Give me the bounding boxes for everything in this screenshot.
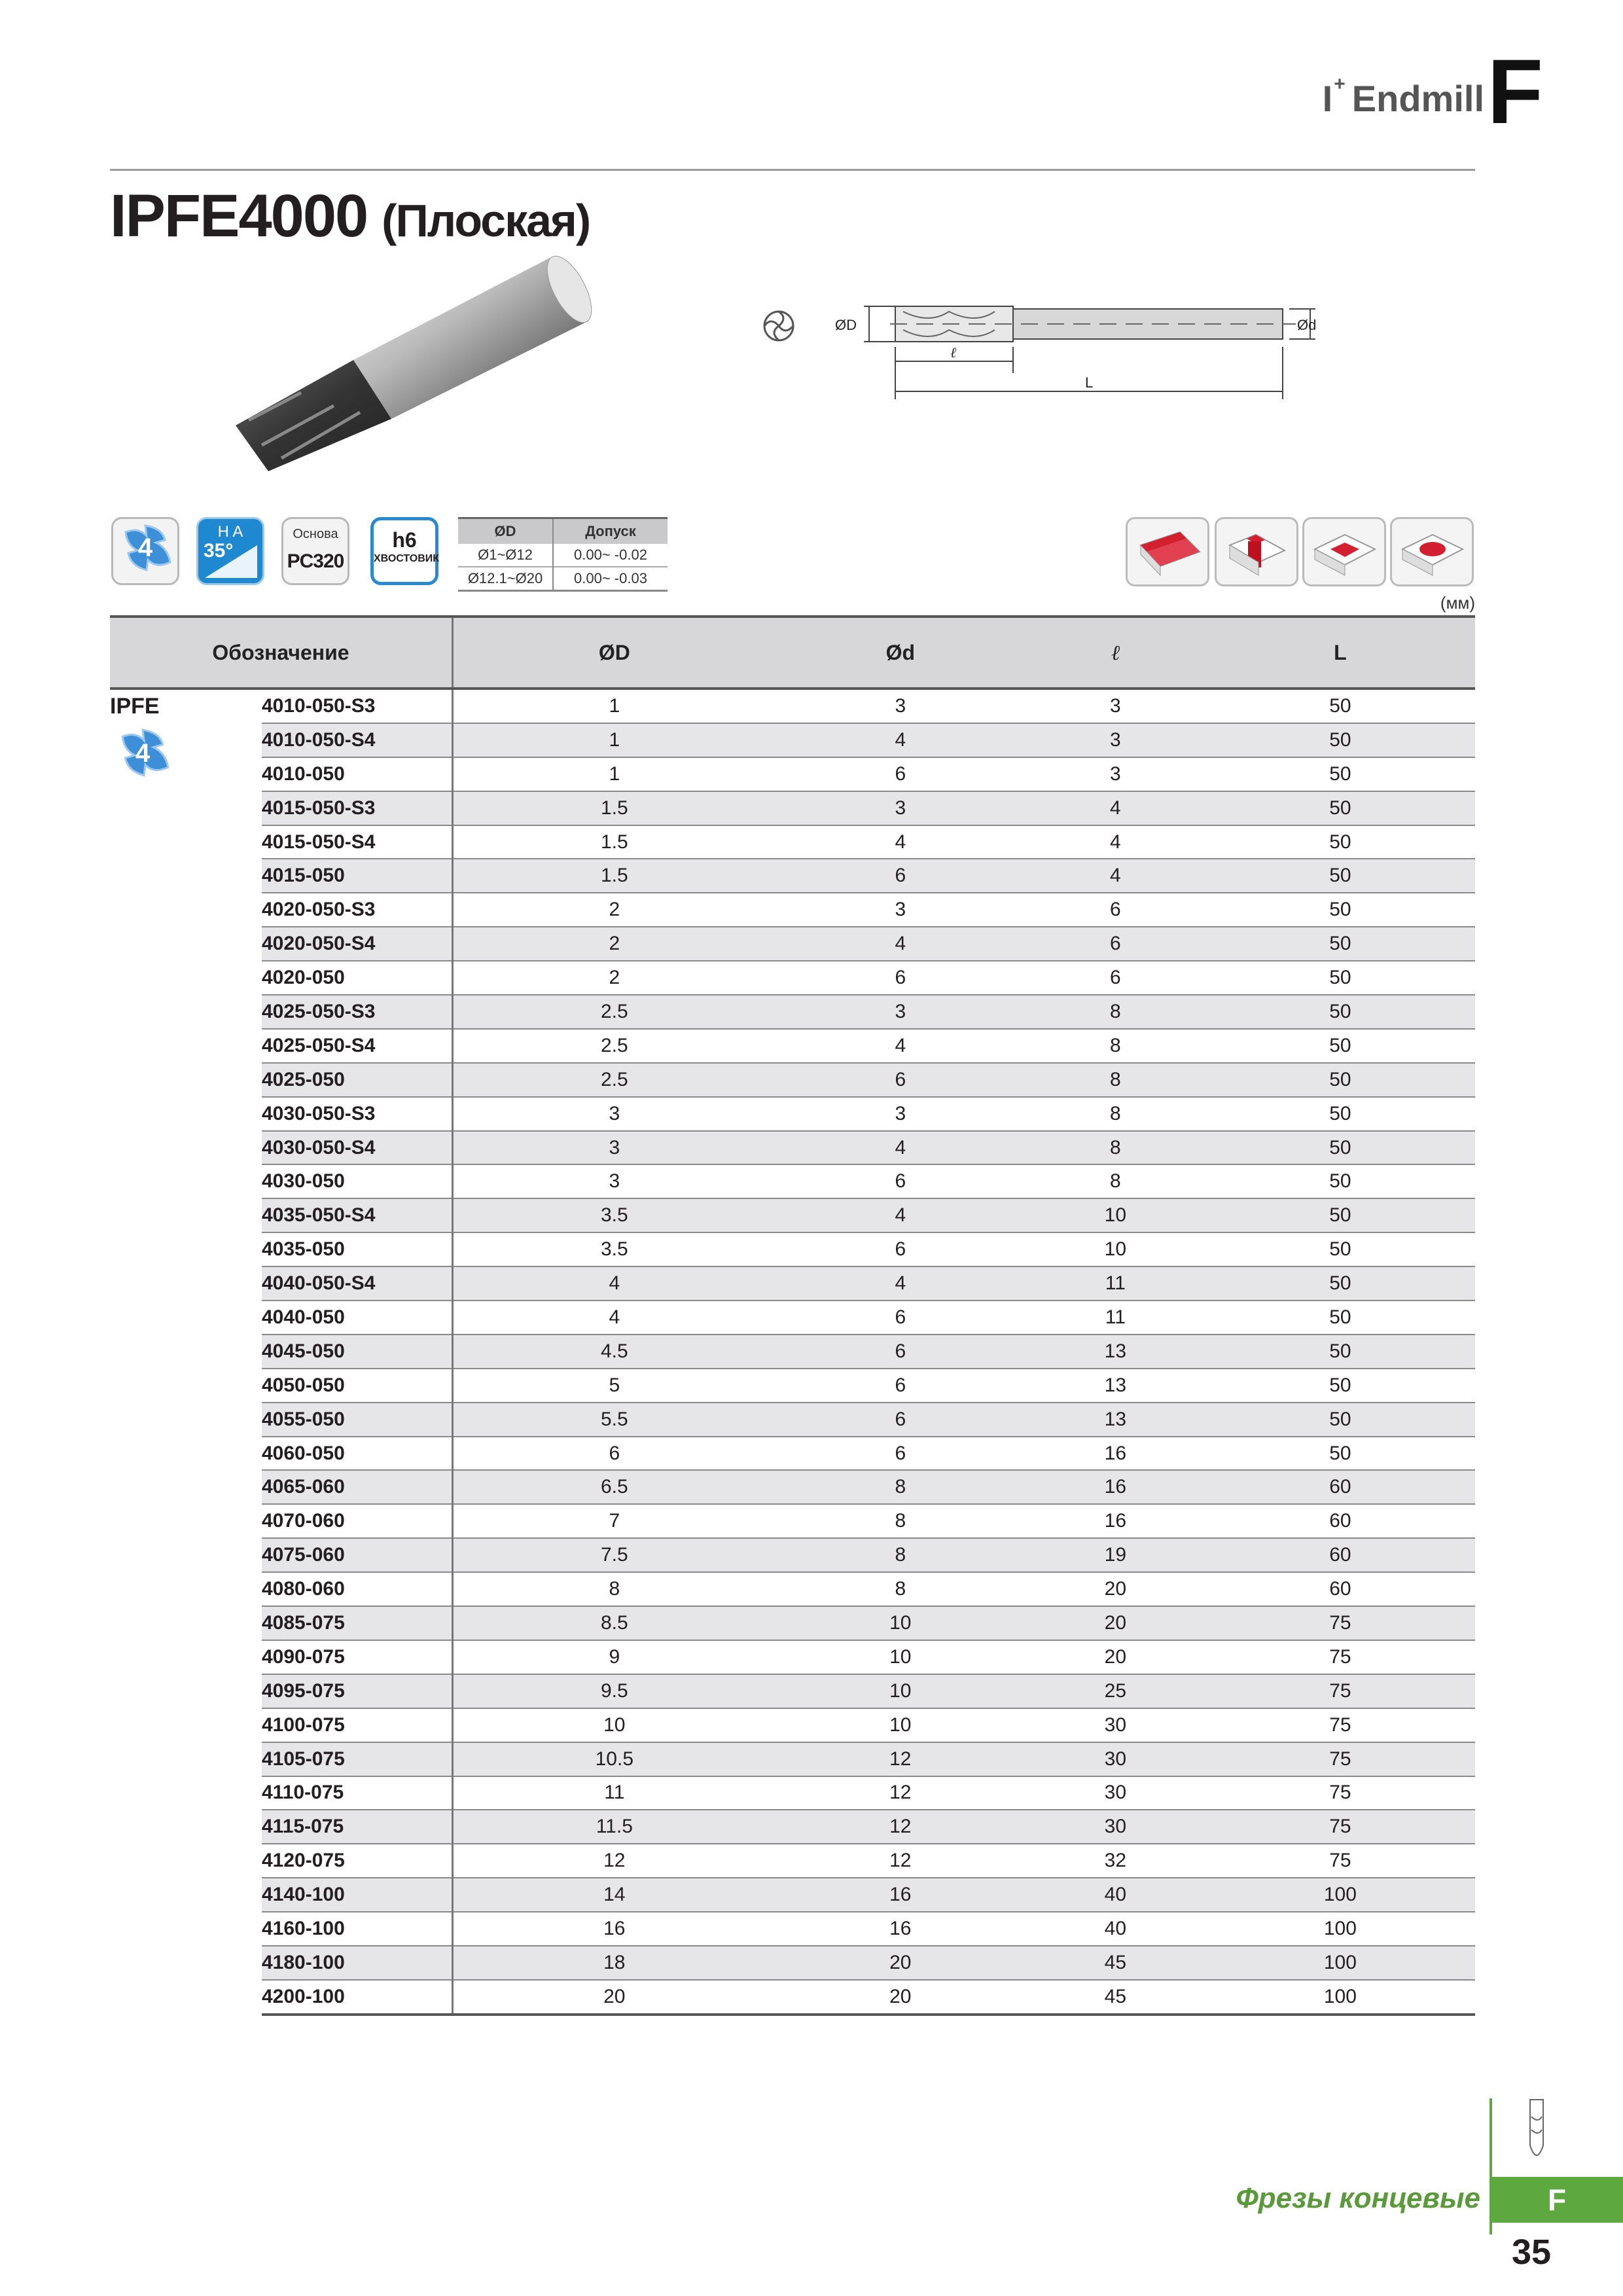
cell-d: 12: [776, 1742, 1026, 1776]
cell-d: 10: [776, 1708, 1026, 1742]
cell-d: 4: [776, 927, 1026, 961]
cell-code: 4085-075: [262, 1606, 453, 1640]
dimension-drawing: [746, 249, 1361, 399]
cell-code: 4020-050: [262, 961, 453, 995]
table-row: [110, 1912, 1475, 1946]
table-row: [110, 1029, 1475, 1063]
cell-l: 3: [1026, 689, 1205, 723]
page-number: 35: [1512, 2233, 1552, 2272]
section-letter: F: [1487, 40, 1543, 143]
spec-body: [110, 689, 1475, 2015]
cell-code: 4025-050-S3: [262, 995, 453, 1029]
table-row: [110, 1470, 1475, 1504]
spec-table: [110, 615, 1475, 2016]
cell-D: 2.5: [453, 1063, 776, 1097]
cell-d: 6: [776, 1403, 1026, 1437]
cell-L: 50: [1205, 757, 1475, 791]
flutes-count: 4: [137, 533, 153, 562]
cell-L: 50: [1205, 995, 1475, 1029]
table-row: [110, 1063, 1475, 1097]
cell-code: 4020-050-S4: [262, 927, 453, 961]
table-row: [110, 723, 1475, 757]
spec-header-row: [110, 617, 1475, 689]
cell-L: 100: [1205, 1946, 1475, 1980]
cell-d: 20: [776, 1946, 1026, 1980]
cell-code: 4180-100: [262, 1946, 453, 1980]
cell-l: 10: [1026, 1198, 1205, 1232]
cell-code: 4010-050-S3: [262, 689, 453, 723]
cell-l: 13: [1026, 1335, 1205, 1369]
cell-code: 4200-100: [262, 1980, 453, 2015]
shank-label: ХВОСТОВИК: [374, 553, 440, 564]
cell-code: 4050-050: [262, 1369, 453, 1403]
cell-l: 16: [1026, 1504, 1205, 1538]
slotting-icon: [1215, 517, 1298, 586]
series-flutes: 4: [135, 739, 151, 768]
cell-D: 5.5: [453, 1403, 776, 1437]
cell-L: 50: [1205, 927, 1475, 961]
cell-l: 8: [1026, 1029, 1205, 1063]
cell-l: 30: [1026, 1742, 1205, 1776]
cell-D: 2: [453, 961, 776, 995]
cell-l: 8: [1026, 995, 1205, 1029]
col-header-D: ØD: [453, 617, 776, 689]
table-row: [110, 1640, 1475, 1674]
cell-l: 13: [1026, 1403, 1205, 1437]
helix-label: H A: [217, 523, 243, 541]
cell-D: 8: [453, 1572, 776, 1606]
cell-L: 75: [1205, 1776, 1475, 1810]
cell-l: 8: [1026, 1097, 1205, 1131]
cell-L: 50: [1205, 961, 1475, 995]
cell-l: 4: [1026, 859, 1205, 893]
cell-L: 60: [1205, 1538, 1475, 1572]
dim-l-label: ℓ: [950, 344, 957, 361]
table-row: [110, 1946, 1475, 1980]
cell-L: 50: [1205, 1198, 1475, 1232]
dim-D-label: ØD: [835, 317, 857, 333]
cell-code: 4035-050-S4: [262, 1198, 453, 1232]
series-label: IPFE: [110, 694, 160, 719]
cell-L: 50: [1205, 1131, 1475, 1165]
cell-code: 4105-075: [262, 1742, 453, 1776]
page-subtitle: (Плоская): [382, 195, 590, 246]
tol-header-D: ØD: [458, 518, 553, 545]
cell-code: 4080-060: [262, 1572, 453, 1606]
cell-code: 4010-050: [262, 757, 453, 791]
cell-code: 4115-075: [262, 1810, 453, 1844]
cell-L: 100: [1205, 1878, 1475, 1912]
table-row: [110, 1504, 1475, 1538]
ball-endmill-icon: [1518, 2097, 1558, 2169]
cell-D: 3.5: [453, 1198, 776, 1232]
cell-L: 50: [1205, 723, 1475, 757]
table-row: [110, 995, 1475, 1029]
table-row: [110, 1572, 1475, 1606]
grade-value: PC320: [287, 550, 344, 572]
cell-d: 6: [776, 1232, 1026, 1266]
cell-D: 4: [453, 1300, 776, 1335]
cell-l: 16: [1026, 1470, 1205, 1504]
cell-L: 50: [1205, 1164, 1475, 1198]
table-row: [110, 1335, 1475, 1369]
cell-d: 3: [776, 791, 1026, 825]
cell-L: 75: [1205, 1810, 1475, 1844]
cell-code: 4025-050: [262, 1063, 453, 1097]
cell-code: 4140-100: [262, 1878, 453, 1912]
endmill-product-image: [223, 249, 602, 471]
footer-section-letter: F: [1547, 2183, 1567, 2217]
cell-code: 4010-050-S4: [262, 723, 453, 757]
cell-l: 4: [1026, 825, 1205, 859]
cell-code: 4015-050-S3: [262, 791, 453, 825]
cell-D: 4.5: [453, 1335, 776, 1369]
table-row: [110, 1097, 1475, 1131]
cell-l: 40: [1026, 1912, 1205, 1946]
cell-L: 50: [1205, 1232, 1475, 1266]
cell-L: 50: [1205, 1097, 1475, 1131]
table-row: [110, 1369, 1475, 1403]
cell-code: 4045-050: [262, 1335, 453, 1369]
cell-L: 50: [1205, 825, 1475, 859]
cell-D: 1.5: [453, 825, 776, 859]
table-row: [110, 1266, 1475, 1300]
cell-code: 4120-075: [262, 1844, 453, 1878]
cell-D: 3: [453, 1131, 776, 1165]
cell-code: 4100-075: [262, 1708, 453, 1742]
cell-l: 8: [1026, 1063, 1205, 1097]
cell-l: 6: [1026, 927, 1205, 961]
table-row: [110, 1606, 1475, 1640]
header-brand: I+ Endmill: [1322, 73, 1484, 119]
cell-d: 4: [776, 1029, 1026, 1063]
cell-D: 11: [453, 1776, 776, 1810]
cell-code: 4055-050: [262, 1403, 453, 1437]
cell-D: 1: [453, 723, 776, 757]
cell-d: 6: [776, 1164, 1026, 1198]
cell-L: 50: [1205, 1029, 1475, 1063]
header-divider: [110, 169, 1475, 171]
cell-L: 50: [1205, 791, 1475, 825]
grade-label: Основа: [293, 527, 338, 541]
cell-L: 50: [1205, 1369, 1475, 1403]
cell-code: 4060-050: [262, 1437, 453, 1471]
cell-D: 3.5: [453, 1232, 776, 1266]
cell-D: 6.5: [453, 1470, 776, 1504]
cell-D: 20: [453, 1980, 776, 2015]
helix-badge: [196, 517, 264, 585]
table-row: [110, 1844, 1475, 1878]
cell-l: 3: [1026, 723, 1205, 757]
side-milling-icon: [1126, 517, 1209, 586]
cell-L: 50: [1205, 1300, 1475, 1335]
cell-d: 8: [776, 1504, 1026, 1538]
cell-d: 16: [776, 1878, 1026, 1912]
cell-d: 10: [776, 1674, 1026, 1708]
table-row: [110, 1131, 1475, 1165]
cell-l: 25: [1026, 1674, 1205, 1708]
shank-badge: [370, 517, 438, 585]
cell-l: 6: [1026, 893, 1205, 927]
shank-tolerance: h6: [392, 528, 417, 552]
cell-L: 50: [1205, 1063, 1475, 1097]
page-title: IPFE4000 (Плоская): [110, 183, 590, 249]
cell-D: 3: [453, 1164, 776, 1198]
table-row: [110, 1674, 1475, 1708]
grade-badge: [281, 517, 349, 585]
cell-D: 1: [453, 689, 776, 723]
cell-L: 100: [1205, 1980, 1475, 2015]
cell-d: 6: [776, 859, 1026, 893]
cell-L: 50: [1205, 859, 1475, 893]
cell-l: 30: [1026, 1708, 1205, 1742]
table-row: [110, 1164, 1475, 1198]
cell-d: 3: [776, 995, 1026, 1029]
cell-l: 45: [1026, 1946, 1205, 1980]
cell-L: 50: [1205, 1266, 1475, 1300]
cell-code: 4040-050-S4: [262, 1266, 453, 1300]
table-row: [110, 1232, 1475, 1266]
table-row: [110, 1198, 1475, 1232]
cell-L: 50: [1205, 1403, 1475, 1437]
cell-l: 3: [1026, 757, 1205, 791]
cell-L: 75: [1205, 1674, 1475, 1708]
cell-D: 14: [453, 1878, 776, 1912]
cell-D: 9.5: [453, 1674, 776, 1708]
series-cell: [110, 689, 262, 2015]
tol-row: Ø12.1~Ø20 0.00~ -0.03: [458, 567, 668, 591]
cell-d: 10: [776, 1606, 1026, 1640]
cell-l: 10: [1026, 1232, 1205, 1266]
table-row: [110, 1538, 1475, 1572]
dim-d-label: Ød: [1297, 317, 1317, 333]
table-row: [110, 859, 1475, 893]
helix-angle: 35°: [204, 540, 234, 562]
cell-d: 3: [776, 1097, 1026, 1131]
cell-D: 1.5: [453, 791, 776, 825]
tol-row: Ø1~Ø12 0.00~ -0.02: [458, 544, 668, 567]
footer-category: Фрезы концевые: [1236, 2182, 1480, 2214]
cell-D: 4: [453, 1266, 776, 1300]
cell-d: 3: [776, 893, 1026, 927]
cell-L: 60: [1205, 1470, 1475, 1504]
cell-code: 4030-050-S4: [262, 1131, 453, 1165]
table-row: [110, 757, 1475, 791]
dim-L-label: L: [1085, 374, 1094, 391]
cell-code: 4030-050: [262, 1164, 453, 1198]
cell-d: 6: [776, 1369, 1026, 1403]
table-row: [110, 927, 1475, 961]
table-row: [110, 893, 1475, 927]
cell-l: 30: [1026, 1810, 1205, 1844]
cell-d: 6: [776, 1300, 1026, 1335]
cell-D: 9: [453, 1640, 776, 1674]
cell-code: 4065-060: [262, 1470, 453, 1504]
cell-code: 4040-050: [262, 1300, 453, 1335]
cell-L: 50: [1205, 893, 1475, 927]
cell-d: 6: [776, 1437, 1026, 1471]
table-row: [110, 1300, 1475, 1335]
cell-D: 16: [453, 1912, 776, 1946]
cell-L: 75: [1205, 1606, 1475, 1640]
cell-d: 12: [776, 1810, 1026, 1844]
cell-d: 6: [776, 1063, 1026, 1097]
cell-code: 4035-050: [262, 1232, 453, 1266]
cell-L: 60: [1205, 1504, 1475, 1538]
table-row: [110, 1878, 1475, 1912]
cell-D: 2: [453, 927, 776, 961]
cell-l: 19: [1026, 1538, 1205, 1572]
col-header-l: ℓ: [1026, 617, 1205, 689]
cell-d: 10: [776, 1640, 1026, 1674]
cell-code: 4110-075: [262, 1776, 453, 1810]
cell-d: 20: [776, 1980, 1026, 2015]
cell-L: 75: [1205, 1742, 1475, 1776]
cell-d: 6: [776, 1335, 1026, 1369]
end-view-icon: [764, 312, 793, 340]
cell-code: 4030-050-S3: [262, 1097, 453, 1131]
table-row: [110, 791, 1475, 825]
cell-d: 4: [776, 1198, 1026, 1232]
table-row: [110, 689, 1475, 723]
cell-D: 10.5: [453, 1742, 776, 1776]
col-header-d: Ød: [776, 617, 1026, 689]
cell-l: 40: [1026, 1878, 1205, 1912]
cell-l: 8: [1026, 1131, 1205, 1165]
cell-D: 1.5: [453, 859, 776, 893]
cell-d: 4: [776, 1131, 1026, 1165]
cell-L: 100: [1205, 1912, 1475, 1946]
col-header-L: L: [1205, 617, 1475, 689]
cell-l: 13: [1026, 1369, 1205, 1403]
cell-code: 4090-075: [262, 1640, 453, 1674]
plunging-icon: [1390, 517, 1474, 586]
cell-l: 20: [1026, 1640, 1205, 1674]
cell-D: 18: [453, 1946, 776, 1980]
table-row: [110, 1403, 1475, 1437]
cell-code: 4015-050-S4: [262, 825, 453, 859]
four-flute-icon: [110, 723, 175, 789]
cell-code: 4020-050-S3: [262, 893, 453, 927]
cell-L: 75: [1205, 1708, 1475, 1742]
cell-D: 6: [453, 1437, 776, 1471]
cell-d: 4: [776, 825, 1026, 859]
cell-L: 50: [1205, 1437, 1475, 1471]
table-row: [110, 1708, 1475, 1742]
table-row: [110, 1810, 1475, 1844]
tol-header-tolerance: Допуск: [553, 518, 668, 545]
cell-l: 6: [1026, 961, 1205, 995]
cell-D: 7.5: [453, 1538, 776, 1572]
cell-d: 8: [776, 1572, 1026, 1606]
cell-D: 1: [453, 757, 776, 791]
col-header-code: Обозначение: [110, 617, 453, 689]
cell-code: 4160-100: [262, 1912, 453, 1946]
cell-D: 7: [453, 1504, 776, 1538]
cell-D: 2.5: [453, 995, 776, 1029]
cell-L: 75: [1205, 1640, 1475, 1674]
cell-D: 12: [453, 1844, 776, 1878]
cell-d: 6: [776, 961, 1026, 995]
cell-code: 4025-050-S4: [262, 1029, 453, 1063]
cell-D: 2: [453, 893, 776, 927]
cell-D: 10: [453, 1708, 776, 1742]
table-row: [110, 1776, 1475, 1810]
cell-d: 6: [776, 757, 1026, 791]
cell-l: 30: [1026, 1776, 1205, 1810]
cell-D: 8.5: [453, 1606, 776, 1640]
table-row: [110, 825, 1475, 859]
table-row: [110, 1742, 1475, 1776]
table-row: [110, 1437, 1475, 1471]
tolerance-table: [458, 517, 668, 592]
cell-d: 12: [776, 1776, 1026, 1810]
cell-L: 50: [1205, 1335, 1475, 1369]
table-row: [110, 961, 1475, 995]
cell-d: 8: [776, 1538, 1026, 1572]
cell-D: 2.5: [453, 1029, 776, 1063]
cell-d: 12: [776, 1844, 1026, 1878]
units-label: (мм): [1440, 593, 1475, 613]
cell-l: 45: [1026, 1980, 1205, 2015]
cell-L: 50: [1205, 689, 1475, 723]
cell-L: 75: [1205, 1844, 1475, 1878]
cell-l: 20: [1026, 1606, 1205, 1640]
cell-d: 4: [776, 1266, 1026, 1300]
cell-l: 11: [1026, 1266, 1205, 1300]
cell-l: 11: [1026, 1300, 1205, 1335]
cell-l: 32: [1026, 1844, 1205, 1878]
cell-code: 4075-060: [262, 1538, 453, 1572]
cell-l: 4: [1026, 791, 1205, 825]
pocketing-icon: [1302, 517, 1386, 586]
cell-d: 4: [776, 723, 1026, 757]
cell-code: 4015-050: [262, 859, 453, 893]
table-row: [110, 1980, 1475, 2015]
cell-L: 60: [1205, 1572, 1475, 1606]
flutes-badge: [111, 517, 179, 585]
cell-D: 11.5: [453, 1810, 776, 1844]
cell-D: 5: [453, 1369, 776, 1403]
cell-d: 3: [776, 689, 1026, 723]
helix-angle-icon: [198, 519, 262, 583]
cell-code: 4095-075: [262, 1674, 453, 1708]
cell-D: 3: [453, 1097, 776, 1131]
cell-l: 20: [1026, 1572, 1205, 1606]
cell-d: 16: [776, 1912, 1026, 1946]
cell-code: 4070-060: [262, 1504, 453, 1538]
cell-l: 16: [1026, 1437, 1205, 1471]
cell-d: 8: [776, 1470, 1026, 1504]
cell-l: 8: [1026, 1164, 1205, 1198]
